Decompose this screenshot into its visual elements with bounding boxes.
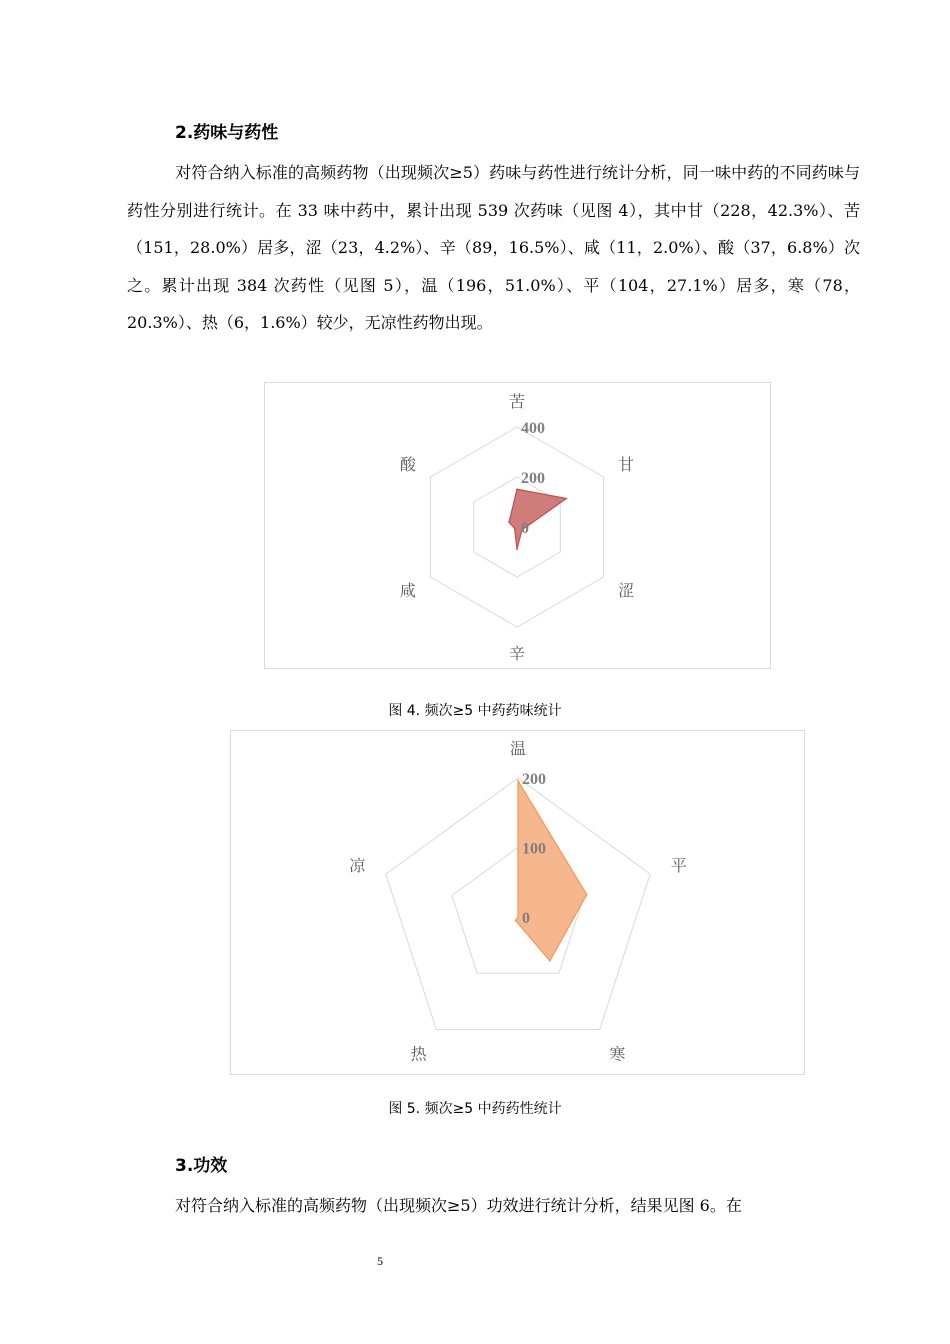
figure-4-radar-svg (265, 383, 770, 668)
tick-label: 0 (522, 910, 530, 927)
tick-label: 100 (522, 840, 546, 858)
data-point-甘 (566, 498, 568, 500)
series-area (509, 489, 566, 549)
section-3-paragraph-text: 对符合纳入标准的高频药物（出现频次≥5）功效进行统计分析，结果见图 6。在 (175, 1196, 742, 1215)
page-number: 5 (377, 1254, 383, 1268)
category-label-涩: 涩 (618, 581, 635, 600)
category-label-热: 热 (410, 1044, 427, 1064)
tick-label: 200 (522, 771, 546, 788)
category-label-凉: 凉 (349, 855, 366, 875)
data-point-凉 (517, 916, 519, 918)
data-point-苦 (516, 488, 518, 490)
section-2-paragraph-text: 对符合纳入标准的高频药物（出现频次≥5）药味与药性进行统计分析，同一味中药的不同药味与药性分别进行统计。在 33 味中药中，累计出现 539 次药味（见图 4），其中甘（228，42.3%）、苦（151，28.0%）居多，涩（23，4.2%）、辛（89，16.5%）、咸（11，2.0%）、酸（37，6.8%）次之。累计出现 384 次药性（见图 5），温（196，51.0%）、平（104，27.1%）居多，寒（78，20.3%）、热（6，1.6%）较少，无凉性药物出现。 (127, 163, 860, 332)
data-point-寒 (549, 960, 551, 962)
figure-5-caption: 图 5. 频次≥5 中药药性统计 (388, 1101, 562, 1117)
data-point-辛 (516, 548, 518, 550)
section-2-heading: 2.药味与药性 (175, 123, 279, 143)
data-point-温 (517, 780, 519, 782)
category-label-甘: 甘 (618, 455, 635, 474)
category-label-苦: 苦 (508, 392, 526, 411)
category-label-辛: 辛 (508, 644, 526, 663)
section-3-paragraph (127, 1187, 860, 1225)
data-point-酸 (508, 522, 510, 524)
data-point-热 (515, 920, 517, 922)
category-label-咸: 咸 (399, 581, 416, 600)
category-label-酸: 酸 (399, 455, 416, 474)
section-2-paragraph (127, 154, 860, 342)
section-3-heading: 3.功效 (175, 1156, 228, 1176)
tick-label: 200 (521, 470, 545, 487)
figure-4-caption: 图 4. 频次≥5 中药药味统计 (388, 703, 562, 719)
category-label-寒: 寒 (609, 1044, 626, 1064)
figure-4-chart (264, 382, 771, 669)
data-point-平 (586, 894, 588, 896)
category-label-平: 平 (670, 855, 687, 875)
figure-5-radar-svg (231, 731, 804, 1074)
tick-label: 400 (521, 420, 545, 437)
figure-5-chart (230, 730, 805, 1075)
category-label-温: 温 (509, 739, 527, 758)
series-area (516, 781, 587, 961)
data-point-咸 (514, 528, 516, 530)
tick-label: 0 (521, 520, 529, 537)
